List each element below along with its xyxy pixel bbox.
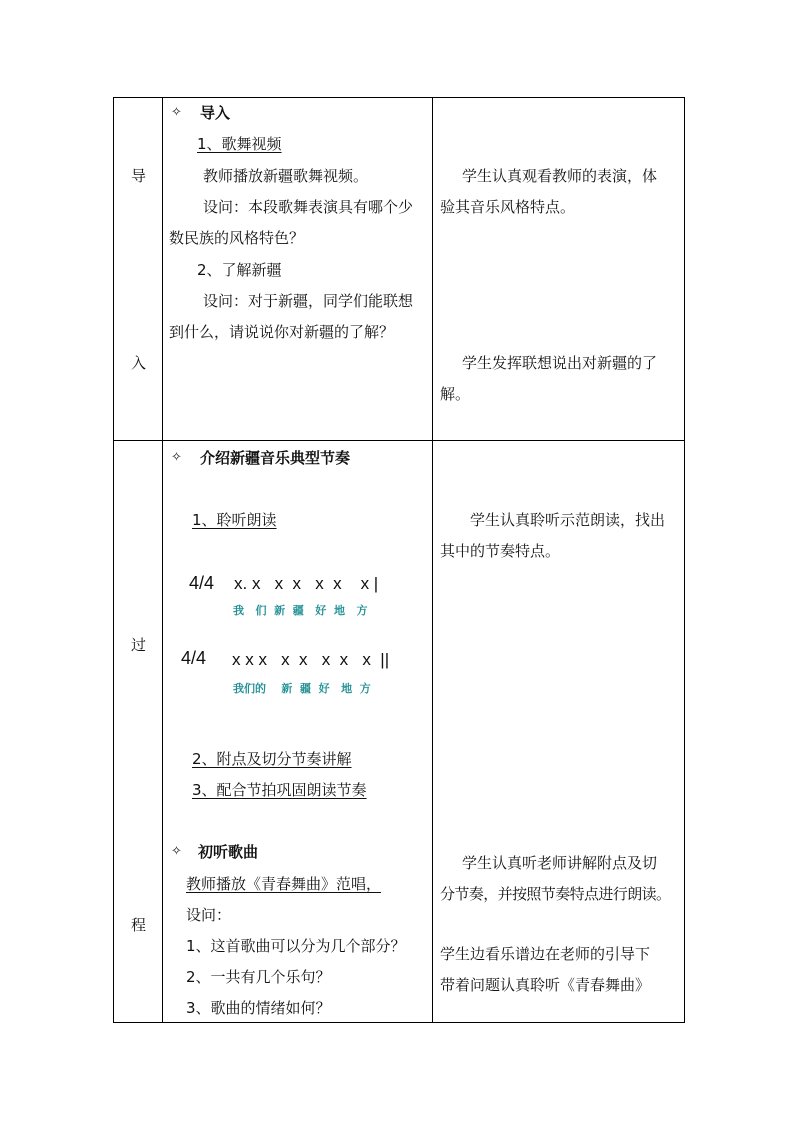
stage-label-cheng: 程 — [131, 916, 147, 934]
stage-label-guo: 过 — [131, 636, 147, 654]
section-heading-intro: 导入 — [200, 104, 231, 122]
item-dance-video: 1、歌舞视频 — [197, 135, 282, 153]
ask-question-3: 3、歌曲的情绪如何？ — [186, 999, 331, 1017]
stage-label-dao: 导 — [131, 167, 147, 185]
rhythm2-lyrics: 我们的 新 疆 好 地 方 — [233, 682, 371, 695]
question2-line2: 到什么，请说说你对新疆的了解？ — [169, 323, 395, 341]
rhythm2-meter: 4/4 — [181, 648, 207, 668]
ask-label: 设问： — [186, 906, 232, 924]
rhythm2-notes: x x x x x x x x || — [232, 650, 390, 669]
section-heading-rhythm: 介绍新疆音乐典型节奏 — [200, 449, 351, 467]
question1-line2: 数民族的风格特色？ — [169, 229, 305, 247]
question1-line1: 设问：本段歌舞表演具有哪个少 — [203, 198, 414, 216]
diamond-outline-icon: ✧ — [171, 105, 182, 120]
item-dotted-syncopation: 2、附点及切分节奏讲解 — [192, 750, 352, 768]
teacher-plays-song: 教师播放《青春舞曲》范唱， — [186, 875, 382, 893]
ask-question-1: 1、这首歌曲可以分为几个部分？ — [186, 937, 406, 955]
rhythm1-notes: x. x x x x x x | — [234, 574, 379, 593]
row-divider — [113, 440, 685, 441]
rhythm1-meter: 4/4 — [189, 573, 215, 593]
student-activity-5-line2: 带着问题认真聆听《青春舞曲》 — [440, 976, 651, 994]
student-activity-4-line2: 分节奏，并按照节奏特点进行朗读。 — [440, 885, 671, 903]
teacher-plays-video: 教师播放新疆歌舞视频。 — [203, 167, 369, 185]
student-activity-3-line1: 学生认真聆听示范朗读，找出 — [470, 511, 666, 529]
section-heading-first-listen: 初听歌曲 — [198, 843, 259, 861]
column-divider-1 — [162, 97, 163, 1023]
column-divider-2 — [432, 97, 433, 1023]
student-activity-4-line1: 学生认真听老师讲解附点及切 — [462, 854, 658, 872]
question2-line1: 设问：对于新疆，同学们能联想 — [203, 292, 414, 310]
student-activity-2-line1: 学生发挥联想说出对新疆的了 — [462, 354, 658, 372]
ask-question-2: 2、一共有几个乐句？ — [186, 968, 331, 986]
diamond-outline-icon: ✧ — [171, 844, 182, 859]
rhythm1-lyrics: 我 们 新 疆 好 地 方 — [233, 604, 368, 617]
item-beat-practice: 3、配合节拍巩固朗读节奏 — [192, 781, 367, 799]
student-activity-2-line2: 解。 — [440, 385, 471, 403]
student-activity-1-line1: 学生认真观看教师的表演，体 — [462, 167, 658, 185]
student-activity-3-line2: 其中的节奏特点。 — [440, 542, 561, 560]
item-listen-read: 1、聆听朗读 — [192, 511, 277, 529]
student-activity-1-line2: 验其音乐风格特点。 — [440, 198, 576, 216]
student-activity-5-line1: 学生边看乐谱边在老师的引导下 — [440, 945, 651, 963]
item-know-xinjiang: 2、了解新疆 — [197, 261, 282, 279]
diamond-outline-icon: ✧ — [171, 450, 182, 465]
stage-label-ru: 入 — [131, 354, 147, 372]
